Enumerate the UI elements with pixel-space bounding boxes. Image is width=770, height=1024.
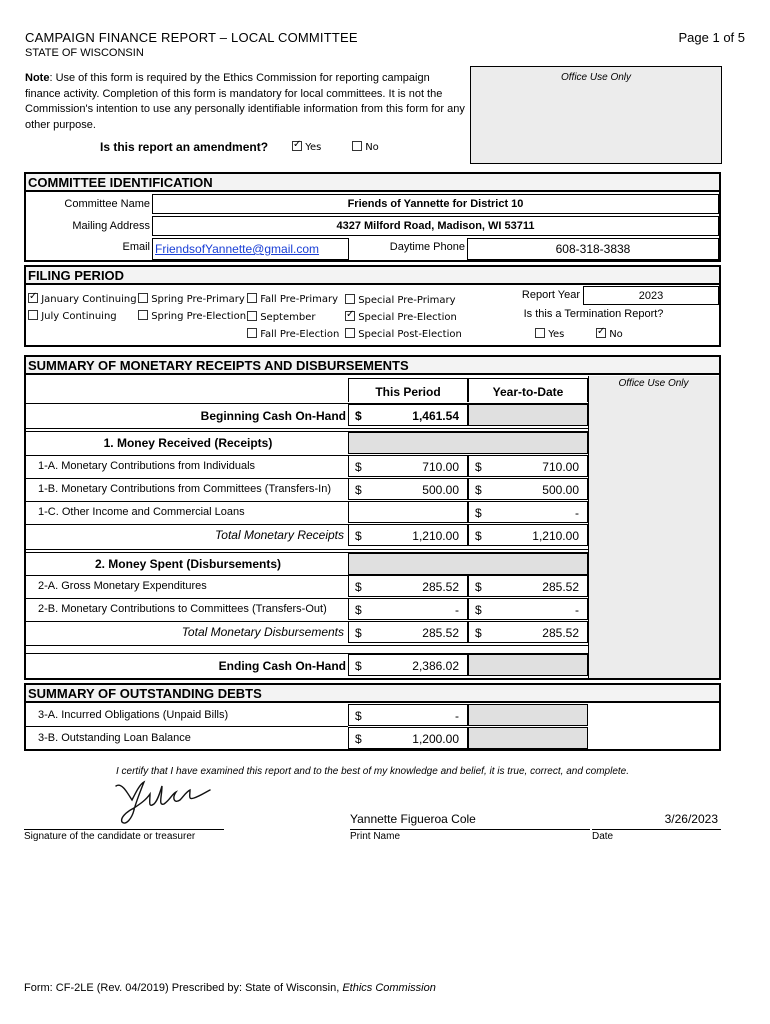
line-3a-label: 3-A. Incurred Obligations (Unpaid Bills) [38, 709, 229, 721]
currency-symbol: $ [355, 529, 362, 543]
line-1a-period-value: 710.00 [422, 460, 459, 474]
termination-no-checkbox[interactable] [596, 328, 606, 338]
filing-option-special-pre-election[interactable] [345, 311, 457, 323]
amendment-no-checkbox[interactable] [352, 141, 362, 151]
total-receipts-ytd-cell[interactable] [468, 524, 588, 546]
summary-office-use-box [588, 376, 719, 678]
report-year-label: Report Year [521, 289, 580, 301]
line-2a-period-value: 285.52 [422, 580, 459, 594]
amendment-no-label: No [365, 142, 379, 153]
filing-option-fall-pre-election[interactable] [247, 328, 339, 340]
filing-option-fall-pre-primary[interactable] [247, 293, 338, 305]
signature-label: Signature of the candidate or treasurer [24, 831, 196, 842]
filing-checkbox[interactable] [247, 293, 257, 303]
form-subtitle: STATE OF WISCONSIN [25, 47, 144, 59]
summary-office-use-label: Office Use Only [618, 378, 689, 389]
receipts-heading: 1. Money Received (Receipts) [103, 436, 273, 450]
line-2a-ytd-value: 285.52 [542, 580, 579, 594]
filing-option-label: Special Pre-Election [358, 312, 457, 323]
line-1a-ytd-value: 710.00 [542, 460, 579, 474]
form-title: CAMPAIGN FINANCE REPORT – LOCAL COMMITTEE [25, 30, 358, 45]
filing-option-july-continuing[interactable] [28, 310, 117, 322]
office-use-label: Office Use Only [560, 72, 632, 83]
date-value[interactable]: 3/26/2023 [664, 812, 718, 826]
total-disbursements-ytd-cell[interactable] [468, 621, 588, 643]
line-3b-period-cell[interactable] [348, 727, 468, 749]
note-text: : Use of this form is required by the Ethics Commission for reporting campaign finance activity. Completion of this form is mandatory for local committees. It is not the Commission's intention to use any personally identifiable information from this form for any other purpose. [25, 72, 465, 131]
filing-checkbox[interactable] [28, 310, 38, 320]
line-1c-ytd-cell[interactable] [468, 501, 588, 523]
disbursements-heading-shaded [348, 553, 588, 575]
filing-checkbox[interactable] [138, 293, 148, 303]
filing-option-label: Spring Pre-Election [151, 311, 247, 322]
ending-cash-period-cell[interactable] [348, 654, 468, 676]
line-1a-ytd-cell[interactable] [468, 455, 588, 477]
currency-symbol: $ [475, 460, 482, 474]
currency-symbol: $ [475, 483, 482, 497]
filing-checkbox[interactable] [345, 328, 355, 338]
footer-text: Form: CF-2LE (Rev. 04/2019) Prescribed by: State of Wisconsin, [24, 982, 343, 994]
filing-checkbox[interactable] [345, 311, 355, 321]
form-footer [24, 982, 436, 994]
ending-cash-label: Ending Cash On-Hand [218, 659, 346, 673]
filing-option-label: Spring Pre-Primary [151, 294, 245, 305]
filing-checkbox[interactable] [247, 328, 257, 338]
debts-section-header: SUMMARY OF OUTSTANDING DEBTS [24, 683, 721, 703]
filing-option-label: September [260, 312, 316, 323]
filing-option-label: Special Pre-Primary [358, 295, 456, 306]
filing-option-label: Fall Pre-Election [260, 329, 340, 340]
signature-line [24, 829, 224, 830]
beginning-cash-label: Beginning Cash On-Hand [200, 409, 346, 423]
divider [24, 645, 588, 646]
termination-question: Is this a Termination Report? [523, 308, 664, 320]
termination-yes-checkbox[interactable] [535, 328, 545, 338]
summary-section-header: SUMMARY OF MONETARY RECEIPTS AND DISBURSEMENTS [24, 355, 721, 375]
divider [24, 598, 348, 599]
line-3b-ytd-cell [468, 727, 588, 749]
currency-symbol: $ [355, 709, 362, 723]
total-disbursements-period-value: 285.52 [422, 626, 459, 640]
beginning-cash-period-cell[interactable] [348, 404, 468, 426]
total-disbursements-period-cell[interactable] [348, 621, 468, 643]
email-field[interactable]: FriendsofYannette@gmail.com [152, 238, 349, 260]
divider [24, 549, 588, 550]
line-2b-period-value: - [455, 603, 459, 617]
beginning-cash-period-value: 1,461.54 [412, 409, 459, 423]
line-2b-ytd-value: - [575, 603, 579, 617]
currency-symbol: $ [355, 580, 362, 594]
currency-symbol: $ [355, 460, 362, 474]
line-1b-ytd-value: 500.00 [542, 483, 579, 497]
currency-symbol: $ [475, 603, 482, 617]
amendment-question: Is this report an amendment? [100, 140, 269, 154]
currency-symbol: $ [355, 409, 362, 423]
committee-name-label: Committee Name [64, 198, 150, 210]
line-2b-period-cell[interactable] [348, 598, 468, 620]
filing-option-label: July Continuing [41, 311, 117, 322]
col-header-ytd: Year-to-Date [468, 378, 588, 402]
currency-symbol: $ [475, 626, 482, 640]
line-2b-ytd-cell[interactable] [468, 598, 588, 620]
line-1a-period-cell[interactable] [348, 455, 468, 477]
total-disbursements-ytd-value: 285.52 [542, 626, 579, 640]
print-name-value[interactable]: Yannette Figueroa Cole [350, 812, 476, 826]
line-3a-ytd-cell [468, 704, 588, 726]
termination-no-option[interactable] [596, 328, 623, 340]
line-1c-ytd-value: - [575, 506, 579, 520]
date-label: Date [592, 831, 614, 842]
currency-symbol: $ [355, 603, 362, 617]
termination-yes-option[interactable] [535, 328, 564, 340]
ending-cash-period-value: 2,386.02 [412, 659, 459, 673]
privacy-note [25, 71, 465, 133]
divider [24, 524, 348, 525]
report-year-field[interactable]: 2023 [583, 286, 719, 305]
currency-symbol: $ [355, 483, 362, 497]
divider [24, 501, 348, 502]
amendment-no-option[interactable] [352, 141, 379, 153]
total-receipts-ytd-value: 1,210.00 [532, 529, 579, 543]
filing-option-january-continuing[interactable] [28, 293, 137, 305]
divider [24, 726, 348, 727]
line-1c-label: 1-C. Other Income and Commercial Loans [38, 506, 245, 518]
daytime-phone-label: Daytime Phone [389, 241, 465, 253]
line-1b-label: 1-B. Monetary Contributions from Committees (Transfers-In) [38, 483, 332, 495]
filing-option-special-pre-primary[interactable] [345, 294, 456, 306]
line-2a-ytd-cell[interactable] [468, 575, 588, 597]
filing-checkbox[interactable] [345, 294, 355, 304]
filing-option-spring-pre-primary[interactable] [138, 293, 245, 305]
currency-symbol: $ [475, 506, 482, 520]
office-use-box [470, 66, 722, 164]
signature-icon [110, 778, 220, 830]
line-3a-period-value: - [455, 709, 459, 723]
print-name-label: Print Name [350, 831, 401, 842]
filing-option-label: Special Post-Election [358, 329, 462, 340]
certification-statement: I certify that I have examined this report and to the best of my knowledge and belief, it is true, correct, and complete. [115, 766, 630, 777]
divider [24, 455, 348, 456]
line-2a-period-cell[interactable] [348, 575, 468, 597]
line-1a-label: 1-A. Monetary Contributions from Individuals [38, 460, 256, 472]
filing-option-spring-pre-election[interactable] [138, 310, 246, 322]
print-name-line [350, 829, 590, 830]
amendment-yes-checkbox[interactable] [292, 141, 302, 151]
filing-checkbox[interactable] [247, 311, 257, 321]
line-3a-period-cell[interactable] [348, 704, 468, 726]
divider [24, 428, 588, 429]
page-number: Page 1 of 5 [678, 30, 745, 45]
currency-symbol: $ [475, 580, 482, 594]
termination-yes-label: Yes [548, 329, 565, 340]
divider [24, 575, 348, 576]
amendment-yes-label: Yes [305, 142, 322, 153]
amendment-yes-option[interactable] [292, 141, 321, 153]
line-1c-period-cell[interactable] [348, 501, 468, 523]
mailing-address-field[interactable]: 4327 Milford Road, Madison, WI 53711 [152, 216, 719, 236]
footer-agency: Ethics Commission [342, 982, 436, 994]
note-label: Note [25, 72, 50, 84]
line-2a-label: 2-A. Gross Monetary Expenditures [38, 580, 207, 592]
total-disbursements-label: Total Monetary Disbursements [181, 625, 344, 639]
disbursements-heading: 2. Money Spent (Disbursements) [94, 557, 282, 571]
col-header-this-period: This Period [348, 378, 468, 402]
date-line [592, 829, 721, 830]
filing-option-september[interactable] [247, 311, 315, 323]
termination-no-label: No [609, 329, 623, 340]
line-3b-period-value: 1,200.00 [412, 732, 459, 746]
total-receipts-label: Total Monetary Receipts [215, 528, 344, 542]
filing-option-label: Fall Pre-Primary [260, 294, 339, 305]
line-1b-ytd-cell[interactable] [468, 478, 588, 500]
currency-symbol: $ [355, 626, 362, 640]
filing-checkbox[interactable] [138, 310, 148, 320]
line-1b-period-cell[interactable] [348, 478, 468, 500]
currency-symbol: $ [355, 732, 362, 746]
total-receipts-period-value: 1,210.00 [412, 529, 459, 543]
line-2b-label: 2-B. Monetary Contributions to Committees (Transfers-Out) [38, 603, 327, 615]
email-label: Email [122, 241, 150, 253]
line-3b-label: 3-B. Outstanding Loan Balance [38, 732, 191, 744]
line-1b-period-value: 500.00 [422, 483, 459, 497]
filing-option-label: January Continuing [41, 294, 137, 305]
committee-section-header: COMMITTEE IDENTIFICATION [24, 172, 721, 192]
committee-name-field[interactable]: Friends of Yannette for District 10 [152, 194, 719, 214]
filing-option-special-post-election[interactable] [345, 328, 462, 340]
beginning-cash-ytd-cell [468, 404, 588, 426]
mailing-address-label: Mailing Address [72, 220, 150, 232]
total-receipts-period-cell[interactable] [348, 524, 468, 546]
currency-symbol: $ [355, 659, 362, 673]
receipts-heading-shaded [348, 432, 588, 454]
ending-cash-ytd-cell [468, 654, 588, 676]
divider [24, 478, 348, 479]
filing-checkbox[interactable] [28, 293, 38, 303]
filing-section-header: FILING PERIOD [24, 265, 721, 285]
divider [24, 621, 348, 622]
currency-symbol: $ [475, 529, 482, 543]
daytime-phone-field[interactable]: 608-318-3838 [467, 238, 719, 260]
